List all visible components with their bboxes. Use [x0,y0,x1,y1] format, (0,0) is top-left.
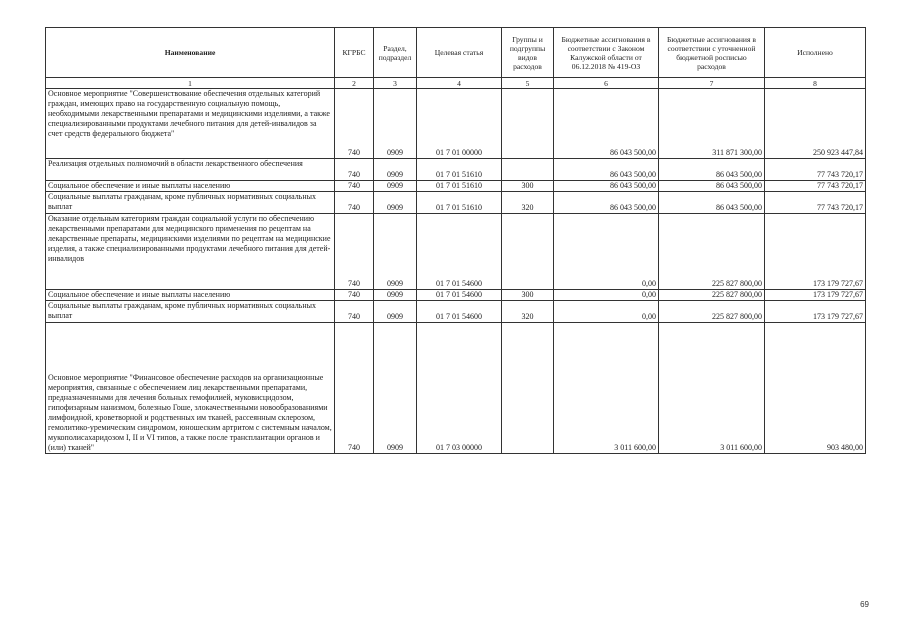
column-number: 8 [765,78,866,89]
header-assign-updated: Бюджетные ассигнования в соответствии с уточненной бюджетной росписью расходов [659,28,765,78]
row-assign-law: 86 043 500,00 [554,159,659,181]
row-executed: 173 179 727,67 [765,301,866,323]
row-assign-law: 86 043 500,00 [554,181,659,192]
table-row [46,159,866,181]
row-group: 300 [502,181,554,192]
row-target: 01 7 03 00000 [417,323,502,454]
row-executed: 250 923 447,84 [765,89,866,159]
row-section: 0909 [374,214,417,290]
row-group: 300 [502,290,554,301]
row-assign-law: 86 043 500,00 [554,89,659,159]
row-target: 01 7 01 54600 [417,290,502,301]
row-group [502,159,554,181]
table-row [46,89,866,159]
table-row [46,214,866,290]
row-name: Социальные выплаты гражданам, кроме публичных нормативных социальных выплат [46,192,335,214]
table-row [46,301,866,323]
column-number: 6 [554,78,659,89]
header-target: Целевая статья [417,28,502,78]
header-kgrbs: КГРБС [335,28,374,78]
row-target: 01 7 01 51610 [417,159,502,181]
column-number: 7 [659,78,765,89]
row-executed: 77 743 720,17 [765,159,866,181]
row-kgrbs: 740 [335,290,374,301]
row-assign-updated: 225 827 800,00 [659,301,765,323]
row-executed: 173 179 727,67 [765,290,866,301]
page-number: 69 [860,600,869,609]
row-section: 0909 [374,159,417,181]
row-group: 320 [502,192,554,214]
row-executed: 173 179 727,67 [765,214,866,290]
row-kgrbs: 740 [335,181,374,192]
table-row [46,181,866,192]
column-number-row [46,78,866,89]
header-executed: Исполнено [765,28,866,78]
row-executed: 77 743 720,17 [765,192,866,214]
row-name: Социальные выплаты гражданам, кроме публичных нормативных социальных выплат [46,301,335,323]
row-assign-updated: 3 011 600,00 [659,323,765,454]
row-group [502,214,554,290]
row-assign-law: 86 043 500,00 [554,192,659,214]
row-assign-law: 0,00 [554,290,659,301]
column-number: 2 [335,78,374,89]
row-group [502,323,554,454]
row-name: Социальное обеспечение и иные выплаты населению [46,290,335,301]
row-section: 0909 [374,89,417,159]
row-target: 01 7 01 54600 [417,214,502,290]
column-number: 3 [374,78,417,89]
row-assign-updated: 225 827 800,00 [659,290,765,301]
column-number: 1 [46,78,335,89]
table-row [46,192,866,214]
row-name: Основное мероприятие "Финансовое обеспечение расходов на организационные мероприятия, связанные с обеспечением лиц лекарственными препаратами, предназначенными для лечения больных гемофилией, муковисцидозом, гипофизарным нанизмом, болезнью Гоше, злокачественными новообразованиями лимфоидной, кроветворной и родственных им тканей, рассеянным склерозом, гемолитико-уремическим синдромом, юношеским артритом с системным началом, мукополисахаридозом I, II и VI типов, а также после трансплантации органов и (или) тканей" [46,323,335,454]
row-target: 01 7 01 51610 [417,192,502,214]
row-assign-updated: 86 043 500,00 [659,181,765,192]
column-number: 4 [417,78,502,89]
row-section: 0909 [374,290,417,301]
row-kgrbs: 740 [335,214,374,290]
column-number: 5 [502,78,554,89]
row-assign-law: 0,00 [554,214,659,290]
table-header-row [46,28,866,78]
row-kgrbs: 740 [335,192,374,214]
row-assign-law: 0,00 [554,301,659,323]
row-name: Основное мероприятие "Совершенствование обеспечения отдельных категорий граждан, имеющих право на государственную социальную помощь, необходимыми лекарственными препаратами и медицинскими изделиями, а также специализированными продуктами лечебного питания для детей-инвалидов за счет средств федерального бюджета" [46,89,335,159]
row-assign-law: 3 011 600,00 [554,323,659,454]
row-kgrbs: 740 [335,323,374,454]
row-kgrbs: 740 [335,301,374,323]
budget-table [45,27,866,454]
row-assign-updated: 225 827 800,00 [659,214,765,290]
row-target: 01 7 01 51610 [417,181,502,192]
header-assign-law: Бюджетные ассигнования в соответствии с Законом Калужской области от 06.12.2018 № 419-ОЗ [554,28,659,78]
table-row [46,323,866,454]
row-executed: 903 480,00 [765,323,866,454]
row-group [502,89,554,159]
row-name: Реализация отдельных полномочий в области лекарственного обеспечения [46,159,335,181]
row-kgrbs: 740 [335,89,374,159]
row-assign-updated: 311 871 300,00 [659,89,765,159]
header-name: Наименование [46,28,335,78]
row-section: 0909 [374,323,417,454]
table-row [46,290,866,301]
row-name: Оказание отдельным категориям граждан социальной услуги по обеспечению лекарственными препаратами для медицинского применения по рецептам на лекарственные препараты, медицинскими изделиями по рецептам на медицинские изделия, а также специализированными продуктами лечебного питания для детей-инвалидов [46,214,335,290]
row-group: 320 [502,301,554,323]
header-groups: Группы и подгруппы видов расходов [502,28,554,78]
row-kgrbs: 740 [335,159,374,181]
row-assign-updated: 86 043 500,00 [659,192,765,214]
row-target: 01 7 01 54600 [417,301,502,323]
row-assign-updated: 86 043 500,00 [659,159,765,181]
row-name: Социальное обеспечение и иные выплаты населению [46,181,335,192]
row-target: 01 7 01 00000 [417,89,502,159]
row-section: 0909 [374,301,417,323]
header-section: Раздел, подраздел [374,28,417,78]
row-section: 0909 [374,181,417,192]
row-executed: 77 743 720,17 [765,181,866,192]
row-section: 0909 [374,192,417,214]
